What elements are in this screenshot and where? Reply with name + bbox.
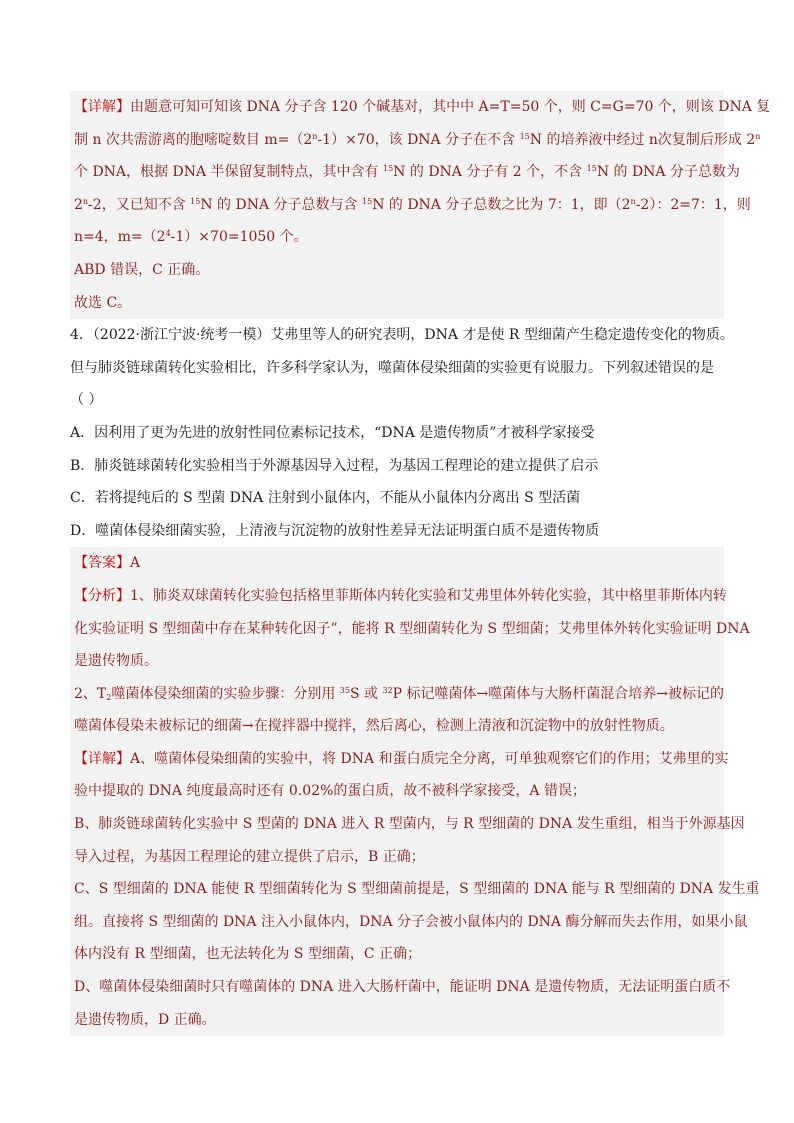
analysis-line: 2、$T_2$噬菌体侵染细菌的实验步骤：分别用 $^{35}$S 或 $^{32}$P 标记噬菌体→噬菌体与大肠杆菌混合培养→被标记的 bbox=[74, 685, 725, 702]
option-a: A．因利用了更为先进的放射性同位素标记技术，“DNA 是遗传物质”才被科学家接受 bbox=[70, 424, 595, 441]
detail-line: 组。直接将 S 型细菌的 DNA 注入小鼠体内，DNA 分子会被小鼠体内的 DNA 酶分解而失去作用，如果小鼠 bbox=[74, 913, 748, 930]
document-page bbox=[70, 0, 771, 1036]
analysis-line: 噬菌体侵染未被标记的细菌→在搅拌器中搅拌，然后离心，检测上清液和沉淀物中的放射性物质。 bbox=[74, 718, 674, 735]
detail-line: ABD 错误，C 正确。 bbox=[74, 261, 210, 278]
answer-tag: 【答案】 bbox=[74, 555, 130, 572]
answer-value: A bbox=[130, 555, 141, 572]
analysis-tag: 【分析】 bbox=[74, 587, 130, 604]
question-blank: （ ） bbox=[70, 392, 103, 409]
detail-tag: 【详解】 bbox=[74, 750, 130, 767]
question-stem-line: 但与肺炎链球菌转化实验相比，许多科学家认为，噬菌体侵染细菌的实验更有说服力。下列叙述错误的是 bbox=[70, 359, 714, 376]
detail-line: 验中提取的 DNA 纯度最高时还有 0.02%的蛋白质，故不被科学家接受，A 错误； bbox=[74, 783, 586, 800]
detail-line: 【详解】由题意可知可知该 DNA 分子含 120 个碱基对，其中中 A=T=50 个，则 C=G=70 个，则该 DNA 复 bbox=[74, 99, 771, 115]
solution-block-q4 bbox=[70, 547, 760, 1036]
detail-tag: 【详解】 bbox=[74, 99, 130, 115]
detail-line: 制 n 次共需游离的胞嘧啶数目 $m=(2^n-1)\times 70$，该 DNA 分子在不含 $^{15}$N 的培养液中经过 n次复制后形成 2$^n$ bbox=[74, 131, 761, 148]
detail-line: 体内没有 R 型细菌，也无法转化为 S 型细菌，C 正确； bbox=[74, 946, 422, 963]
question-4 bbox=[70, 319, 734, 547]
question-stem-line: 4．（2022·浙江宁波·统考一模）艾弗里等人的研究表明，DNA 才是使 R 型细菌产生稳定遗传变化的物质。 bbox=[70, 327, 734, 344]
analysis-line: 是遗传物质。 bbox=[74, 653, 158, 670]
detail-line: 2$^n$-2，又已知不含 $^{15}$N 的 DNA 分子总数与含 $^{15}$N 的 DNA 分子总数之比为 7：1，即（2$^n$-2）：2=7：1，则 bbox=[74, 196, 751, 213]
answer-line bbox=[74, 547, 720, 580]
detail-block-q3 bbox=[70, 91, 771, 319]
analysis-line: 化实验证明 S 型细菌中存在某种转化因子”，能将 R 型细菌转化为 S 型细菌；艾弗里体外转化实验证明 DNA bbox=[74, 620, 750, 637]
detail-line: C、S 型细菌的 DNA 能使 R 型细菌转化为 S 型细菌前提是，S 型细菌的 DNA 能与 R 型细菌的 DNA 发生重 bbox=[74, 881, 760, 898]
detail-line: D、噬菌体侵染细菌时只有噬菌体的 DNA 进入大肠杆菌中，能证明 DNA 是遗传物质，无法证明蛋白质不 bbox=[74, 979, 731, 996]
detail-line: n=4，$m=(2^4-1)\times 70=1050$ 个。 bbox=[74, 229, 308, 246]
option-c: C．若将提纯后的 S 型菌 DNA 注射到小鼠体内，不能从小鼠体内分离出 S 型活菌 bbox=[70, 490, 581, 507]
detail-line: B、肺炎链球菌转化实验中 S 型菌的 DNA 进入 R 型菌内，与 R 型细菌的 DNA 发生重组，相当于外源基因 bbox=[74, 816, 745, 833]
option-d: D．噬菌体侵染细菌实验，上清液与沉淀物的放射性差异无法证明蛋白质不是遗传物质 bbox=[70, 522, 600, 539]
option-b: B．肺炎链球菌转化实验相当于外源基因导入过程，为基因工程理论的建立提供了启示 bbox=[70, 457, 599, 474]
detail-line: 导入过程，为基因工程理论的建立提供了启示，B 正确； bbox=[74, 848, 425, 865]
detail-line: 是遗传物质，D 正确。 bbox=[74, 1011, 216, 1028]
analysis-line: 【分析】1、肺炎双球菌转化实验包括格里菲斯体内转化实验和艾弗里体外转化实验，其中格里菲斯体内转 bbox=[74, 587, 727, 604]
detail-line: 个 DNA，根据 DNA 半保留复制特点，其中含有 $^{15}$N 的 DNA 分子有 2 个，不含 $^{15}$N 的 DNA 分子总数为 bbox=[74, 164, 740, 181]
detail-line: 故选 C。 bbox=[74, 294, 132, 311]
detail-line: 【详解】A、噬菌体侵染细菌的实验中，将 DNA 和蛋白质完全分离，可单独观察它们的作用；艾弗里的实 bbox=[74, 750, 729, 767]
